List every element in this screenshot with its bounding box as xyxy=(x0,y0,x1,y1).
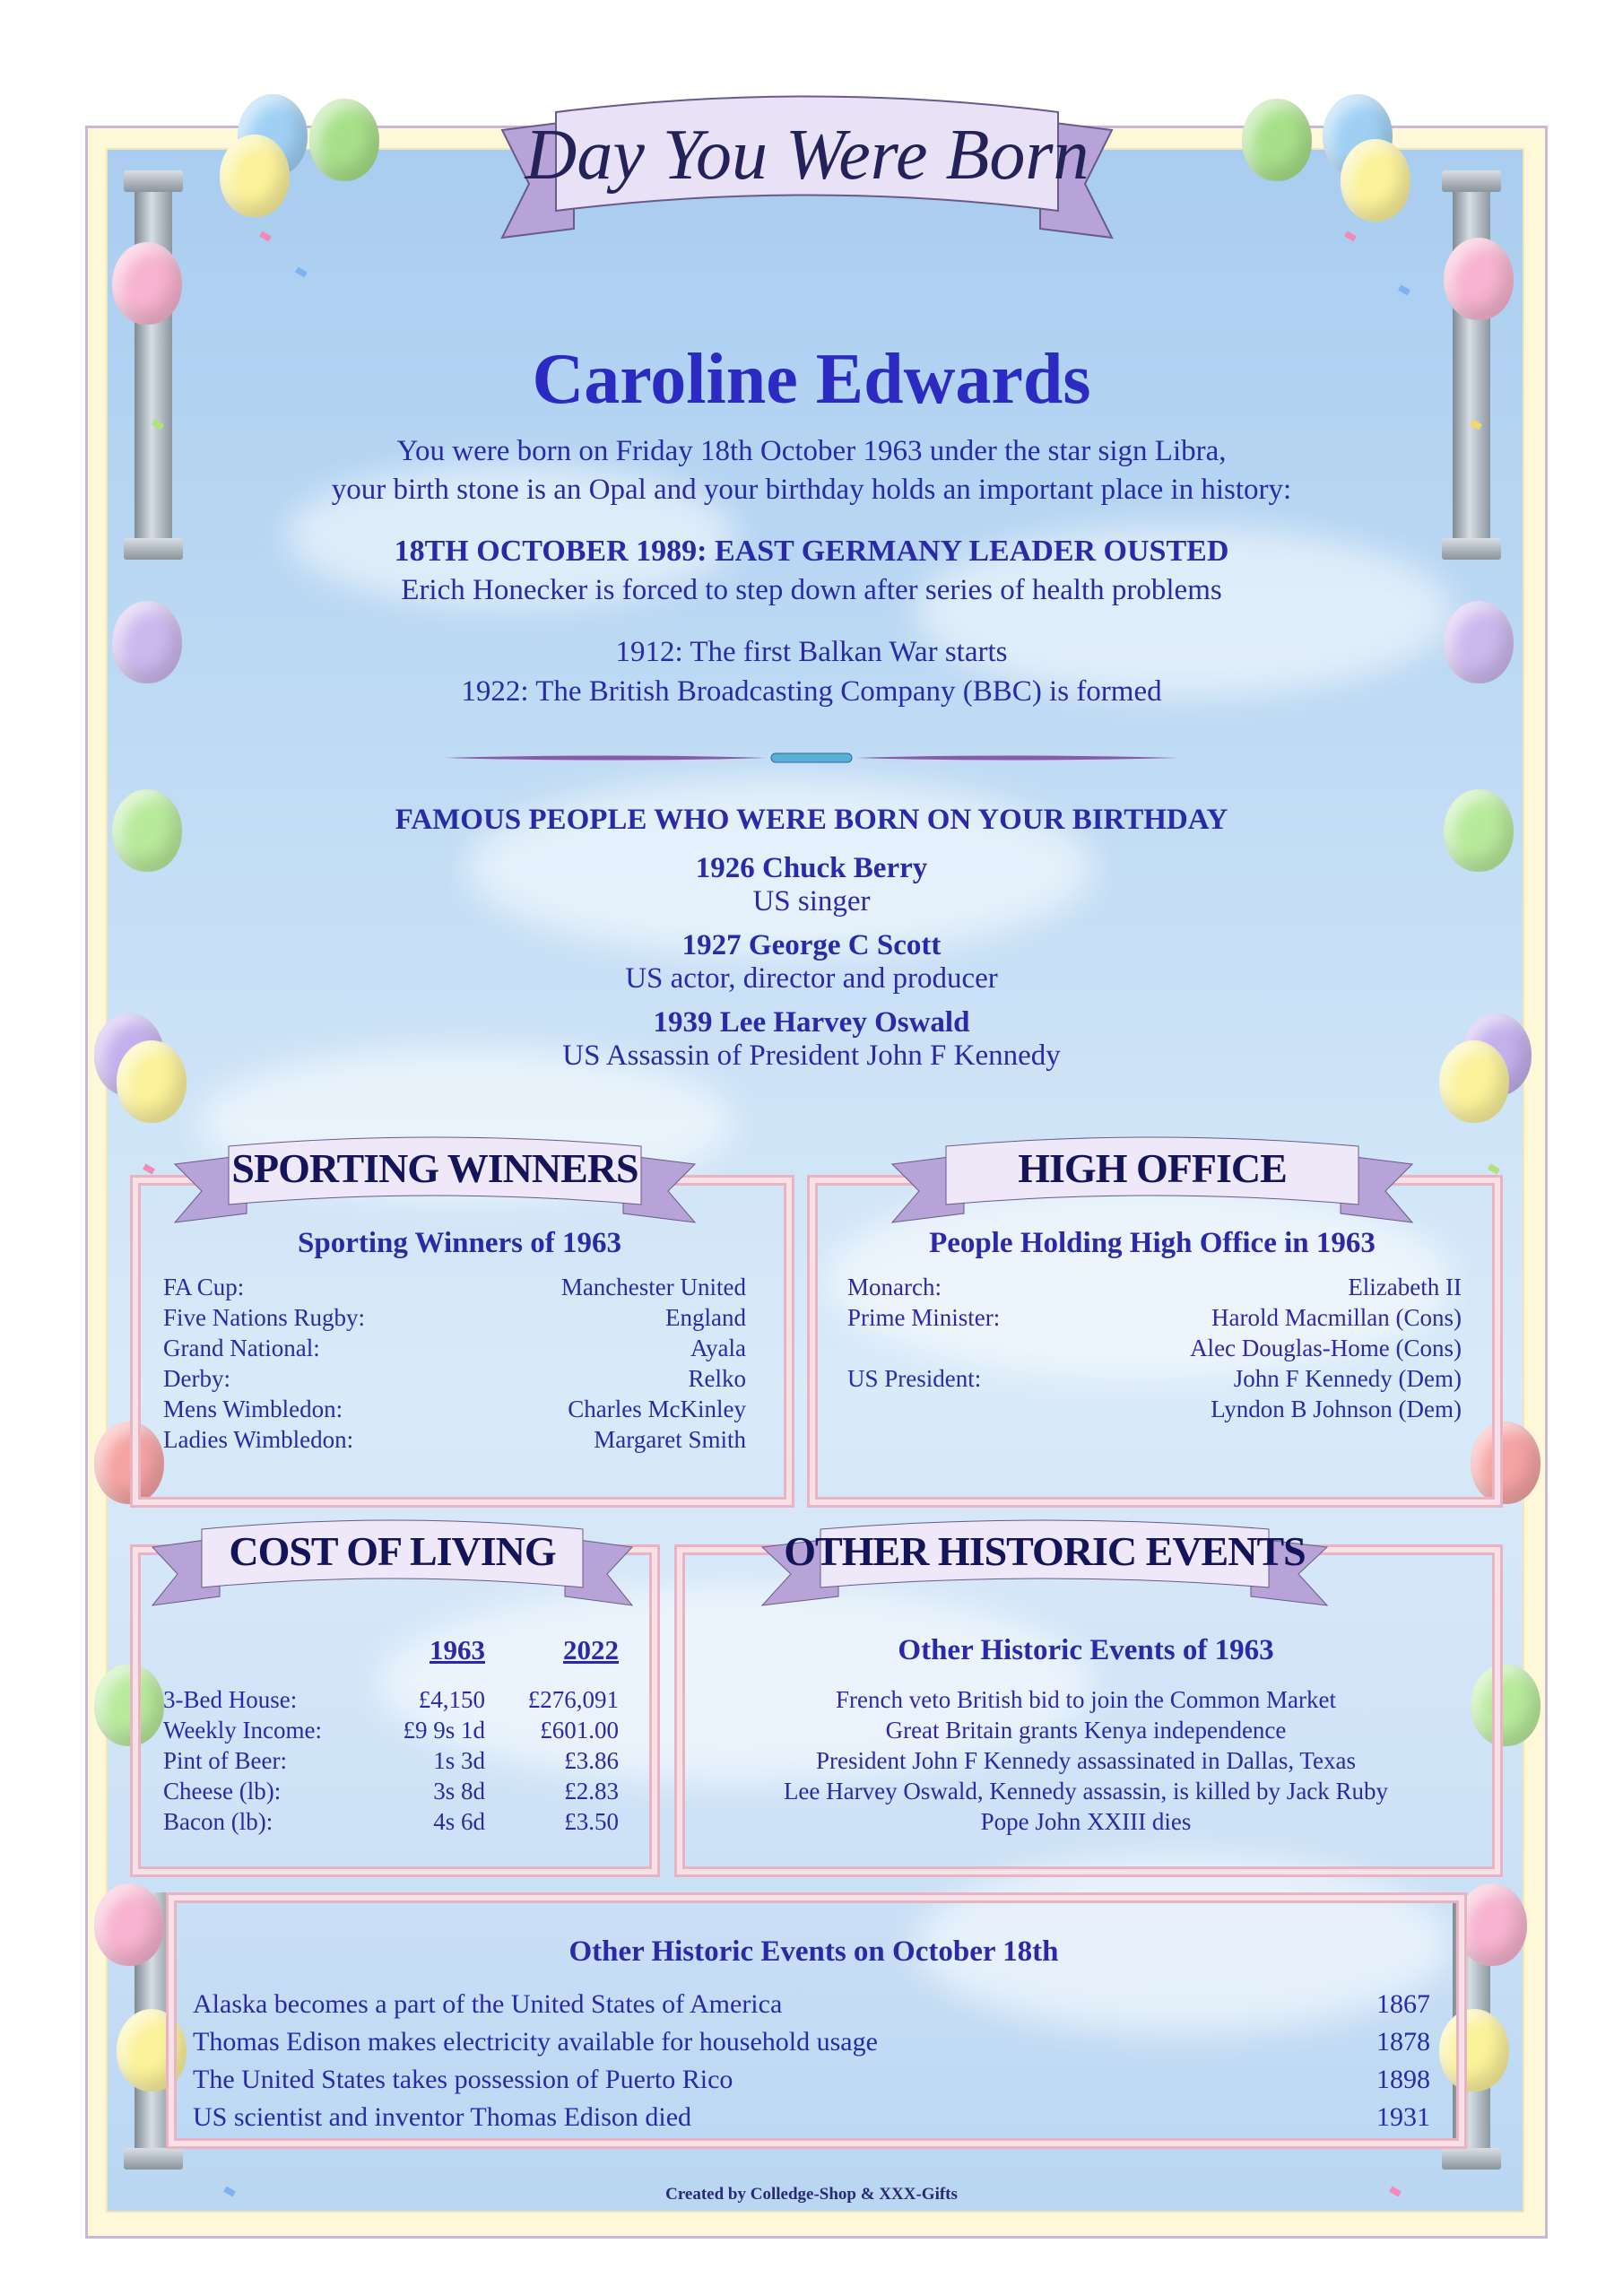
office-value: Lyndon B Johnson (Dem) xyxy=(1211,1396,1462,1422)
office-heading: People Holding High Office in 1963 xyxy=(929,1227,1376,1259)
october-event-year: 1878 xyxy=(1376,2027,1430,2057)
banner-title: Day You Were Born xyxy=(525,116,1089,195)
bottom-left-pillar-base xyxy=(124,2148,183,2170)
extra-event: 1912: The first Balkan War starts xyxy=(615,636,1008,668)
october-heading: Other Historic Events on October 18th xyxy=(568,1935,1059,1968)
other-event-item: President John F Kennedy assassinated in Dallas, Texas xyxy=(815,1747,1356,1774)
balloon-icon xyxy=(1457,1883,1527,1966)
sporting-label: Grand National: xyxy=(163,1335,320,1361)
famous-person-desc: US actor, director and producer xyxy=(625,962,998,995)
sporting-row xyxy=(163,1274,746,1304)
person-name: Caroline Edwards xyxy=(532,340,1091,419)
balloon-icon xyxy=(309,99,379,181)
sporting-heading: Sporting Winners of 1963 xyxy=(298,1227,621,1259)
october-event-text: Thomas Edison makes electricity available for household usage xyxy=(193,2027,878,2057)
office-row xyxy=(847,1335,1462,1365)
office-value: John F Kennedy (Dem) xyxy=(1233,1365,1462,1392)
cost-1963: 4s 6d xyxy=(433,1808,485,1835)
cost-2022: £3.50 xyxy=(564,1808,619,1835)
cost-item: Cheese (lb): xyxy=(163,1778,282,1805)
office-label: Monarch: xyxy=(847,1274,942,1300)
footer-credit: Created by Colledge-Shop & XXX-Gifts xyxy=(665,2185,958,2204)
sporting-row xyxy=(163,1396,746,1426)
october-event-year: 1898 xyxy=(1376,2065,1430,2094)
sporting-label: Five Nations Rugby: xyxy=(163,1304,366,1331)
sporting-value: Charles McKinley xyxy=(568,1396,746,1422)
famous-person-name: 1939 Lee Harvey Oswald xyxy=(653,1006,970,1039)
bottom-right-pillar-base xyxy=(1442,2148,1501,2170)
ornamental-divider xyxy=(444,752,1179,764)
cost-1963: £4,150 xyxy=(418,1686,485,1713)
cost-2022: £3.86 xyxy=(564,1747,619,1774)
famous-person-name: 1926 Chuck Berry xyxy=(695,852,928,884)
headline-title: 18TH OCTOBER 1989: EAST GERMANY LEADER OUSTED xyxy=(394,535,1229,568)
sporting-value: Manchester United xyxy=(560,1274,746,1300)
sporting-value: England xyxy=(665,1304,746,1331)
sporting-label: FA Cup: xyxy=(163,1274,245,1300)
october-event-text: The United States takes possession of Puerto Rico xyxy=(193,2065,733,2094)
sporting-row xyxy=(163,1365,746,1396)
sporting-ribbon-text: SPORTING WINNERS xyxy=(231,1145,638,1191)
cost-col-1963: 1963 xyxy=(430,1634,485,1665)
other-events-ribbon-text: OTHER HISTORIC EVENTS xyxy=(784,1528,1306,1574)
october-row xyxy=(193,2027,1430,2057)
other-event-item: Pope John XXIII dies xyxy=(980,1808,1192,1835)
october-event-year: 1867 xyxy=(1376,1989,1430,2019)
office-value: Alec Douglas-Home (Cons) xyxy=(1190,1335,1462,1361)
balloon-icon xyxy=(1444,238,1514,320)
sporting-row xyxy=(163,1304,746,1335)
cost-2022: £276,091 xyxy=(527,1686,619,1713)
balloon-icon xyxy=(1242,99,1312,181)
intro-line: your birth stone is an Opal and your birthday holds an important place in history: xyxy=(331,474,1292,506)
cost-col-2022: 2022 xyxy=(563,1634,619,1665)
intro-line: You were born on Friday 18th October 1963 under the star sign Libra, xyxy=(396,435,1227,467)
office-row xyxy=(847,1365,1462,1396)
cost-item: 3-Bed House: xyxy=(163,1686,298,1713)
other-events-heading: Other Historic Events of 1963 xyxy=(898,1634,1274,1666)
headline-text: Erich Honecker is forced to step down after series of health problems xyxy=(401,574,1222,606)
other-event-item: Lee Harvey Oswald, Kennedy assassin, is killed by Jack Ruby xyxy=(783,1778,1389,1805)
left-pillar-cap xyxy=(124,170,183,192)
office-value: Harold Macmillan (Cons) xyxy=(1211,1304,1462,1331)
october-event-year: 1931 xyxy=(1376,2102,1430,2132)
extra-event: 1922: The British Broadcasting Company (BBC) is formed xyxy=(461,675,1162,708)
sporting-row xyxy=(163,1335,746,1365)
sporting-label: Ladies Wimbledon: xyxy=(163,1426,354,1453)
october-event-text: Alaska becomes a part of the United States of America xyxy=(193,1989,783,2019)
october-row xyxy=(193,2065,1430,2095)
office-label: Prime Minister: xyxy=(847,1304,1001,1331)
sporting-label: Derby: xyxy=(163,1365,230,1392)
sporting-value: Relko xyxy=(688,1365,746,1392)
famous-person-desc: US singer xyxy=(752,885,871,918)
balloon-icon xyxy=(1341,139,1410,222)
office-ribbon-text: HIGH OFFICE xyxy=(1018,1145,1287,1191)
cost-item: Pint of Beer: xyxy=(163,1747,287,1774)
office-row xyxy=(847,1304,1462,1335)
cost-item: Weekly Income: xyxy=(163,1717,323,1744)
october-row xyxy=(193,2102,1430,2133)
cost-1963: 3s 8d xyxy=(433,1778,485,1805)
cost-1963: 1s 3d xyxy=(433,1747,485,1774)
cost-item: Bacon (lb): xyxy=(163,1808,273,1835)
other-event-item: Great Britain grants Kenya independence xyxy=(885,1717,1287,1744)
october-row xyxy=(193,1989,1430,2020)
sporting-value: Margaret Smith xyxy=(594,1426,746,1453)
extra-events xyxy=(0,632,1623,711)
cost-ribbon-text: COST OF LIVING xyxy=(229,1528,556,1574)
balloon-icon xyxy=(220,135,290,217)
office-label: US President: xyxy=(847,1365,982,1392)
other-event-item: French veto British bid to join the Common Market xyxy=(836,1686,1336,1713)
famous-heading: FAMOUS PEOPLE WHO WERE BORN ON YOUR BIRTHDAY xyxy=(395,804,1228,836)
cost-1963: £9 9s 1d xyxy=(403,1717,485,1744)
october-event-text: US scientist and inventor Thomas Edison died xyxy=(193,2102,692,2132)
sporting-label: Mens Wimbledon: xyxy=(163,1396,343,1422)
office-row xyxy=(847,1396,1462,1426)
office-value: Elizabeth II xyxy=(1348,1274,1462,1300)
famous-person-name: 1927 George C Scott xyxy=(681,929,942,961)
sporting-row xyxy=(163,1426,746,1457)
sporting-value: Ayala xyxy=(690,1335,746,1361)
intro-text xyxy=(0,432,1623,509)
balloon-icon xyxy=(112,242,182,325)
right-pillar-cap xyxy=(1442,170,1501,192)
famous-list xyxy=(0,852,1623,1073)
cost-2022: £2.83 xyxy=(564,1778,619,1805)
cost-2022: £601.00 xyxy=(540,1717,619,1744)
famous-person-desc: US Assassin of President John F Kennedy xyxy=(562,1039,1061,1072)
balloon-icon xyxy=(94,1883,164,1966)
office-row xyxy=(847,1274,1462,1304)
